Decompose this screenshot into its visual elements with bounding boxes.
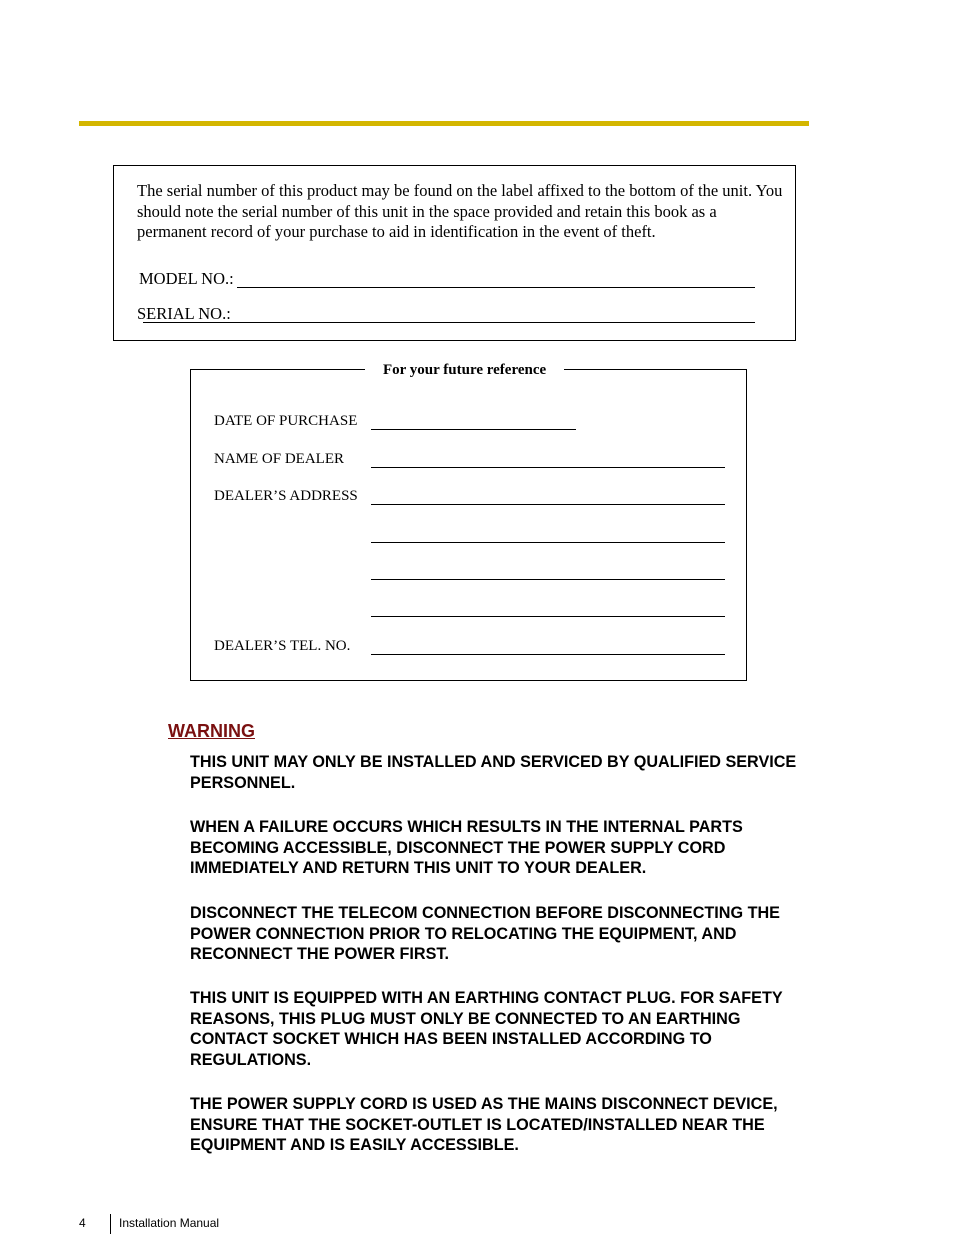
warning-paragraph: THIS UNIT IS EQUIPPED WITH AN EARTHING CONTACT PLUG. FOR SAFETY REASONS, THIS PLUG MUST ONLY BE CONNECTED TO AN EARTHING CONTACT SOCKET WHICH HAS BEEN INSTALLED ACCORDING TO REGULATIONS. [190,989,783,1069]
dealer-address-line-3 [371,579,725,580]
future-reference-box [190,362,747,681]
serial-no-line [143,322,755,323]
page-number: 4 [79,1216,86,1230]
dealer-address-line-1 [371,504,725,505]
dealer-name-label: NAME OF DEALER [214,451,344,467]
dealer-address-line-4 [371,616,725,617]
date-of-purchase-label: DATE OF PURCHASE [214,413,358,429]
future-reference-title: For your future reference [365,360,564,380]
footer-doc-title: Installation Manual [119,1216,220,1230]
dealer-tel-label: DEALER’S TEL. NO. [214,638,351,654]
serial-instructions: The serial number of this product may be found on the label affixed to the bottom of the unit. You should note the serial number of this unit in the space provided and retain this book as a permanent record of your purchase to aid in identification in the event of theft. [137,181,783,241]
dealer-tel-line [371,654,725,655]
dealer-address-label: DEALER’S ADDRESS [214,488,358,504]
header-rule [79,121,809,126]
model-no-line [237,287,755,288]
serial-number-box [113,165,796,341]
model-no-label: MODEL NO.: [139,269,234,288]
warning-paragraph: WHEN A FAILURE OCCURS WHICH RESULTS IN THE INTERNAL PARTS BECOMING ACCESSIBLE, DISCONNECT THE POWER SUPPLY CORD IMMEDIATELY AND RETURN THIS UNIT TO YOUR DEALER. [190,818,743,877]
serial-no-label: SERIAL NO.: [137,304,231,323]
date-of-purchase-line [371,429,576,430]
warning-heading: WARNING [168,721,255,741]
dealer-address-line-2 [371,542,725,543]
dealer-name-line [371,467,725,468]
warning-paragraph: THE POWER SUPPLY CORD IS USED AS THE MAINS DISCONNECT DEVICE, ENSURE THAT THE SOCKET-OUTLET IS LOCATED/INSTALLED NEAR THE EQUIPMENT AND IS EASILY ACCESSIBLE. [190,1095,778,1154]
warning-paragraph: DISCONNECT THE TELECOM CONNECTION BEFORE DISCONNECTING THE POWER CONNECTION PRIOR TO RELOCATING THE EQUIPMENT, AND RECONNECT THE POWER FIRST. [190,904,780,963]
footer-divider [110,1214,111,1234]
warning-paragraph: THIS UNIT MAY ONLY BE INSTALLED AND SERVICED BY QUALIFIED SERVICE PERSONNEL. [190,753,797,792]
